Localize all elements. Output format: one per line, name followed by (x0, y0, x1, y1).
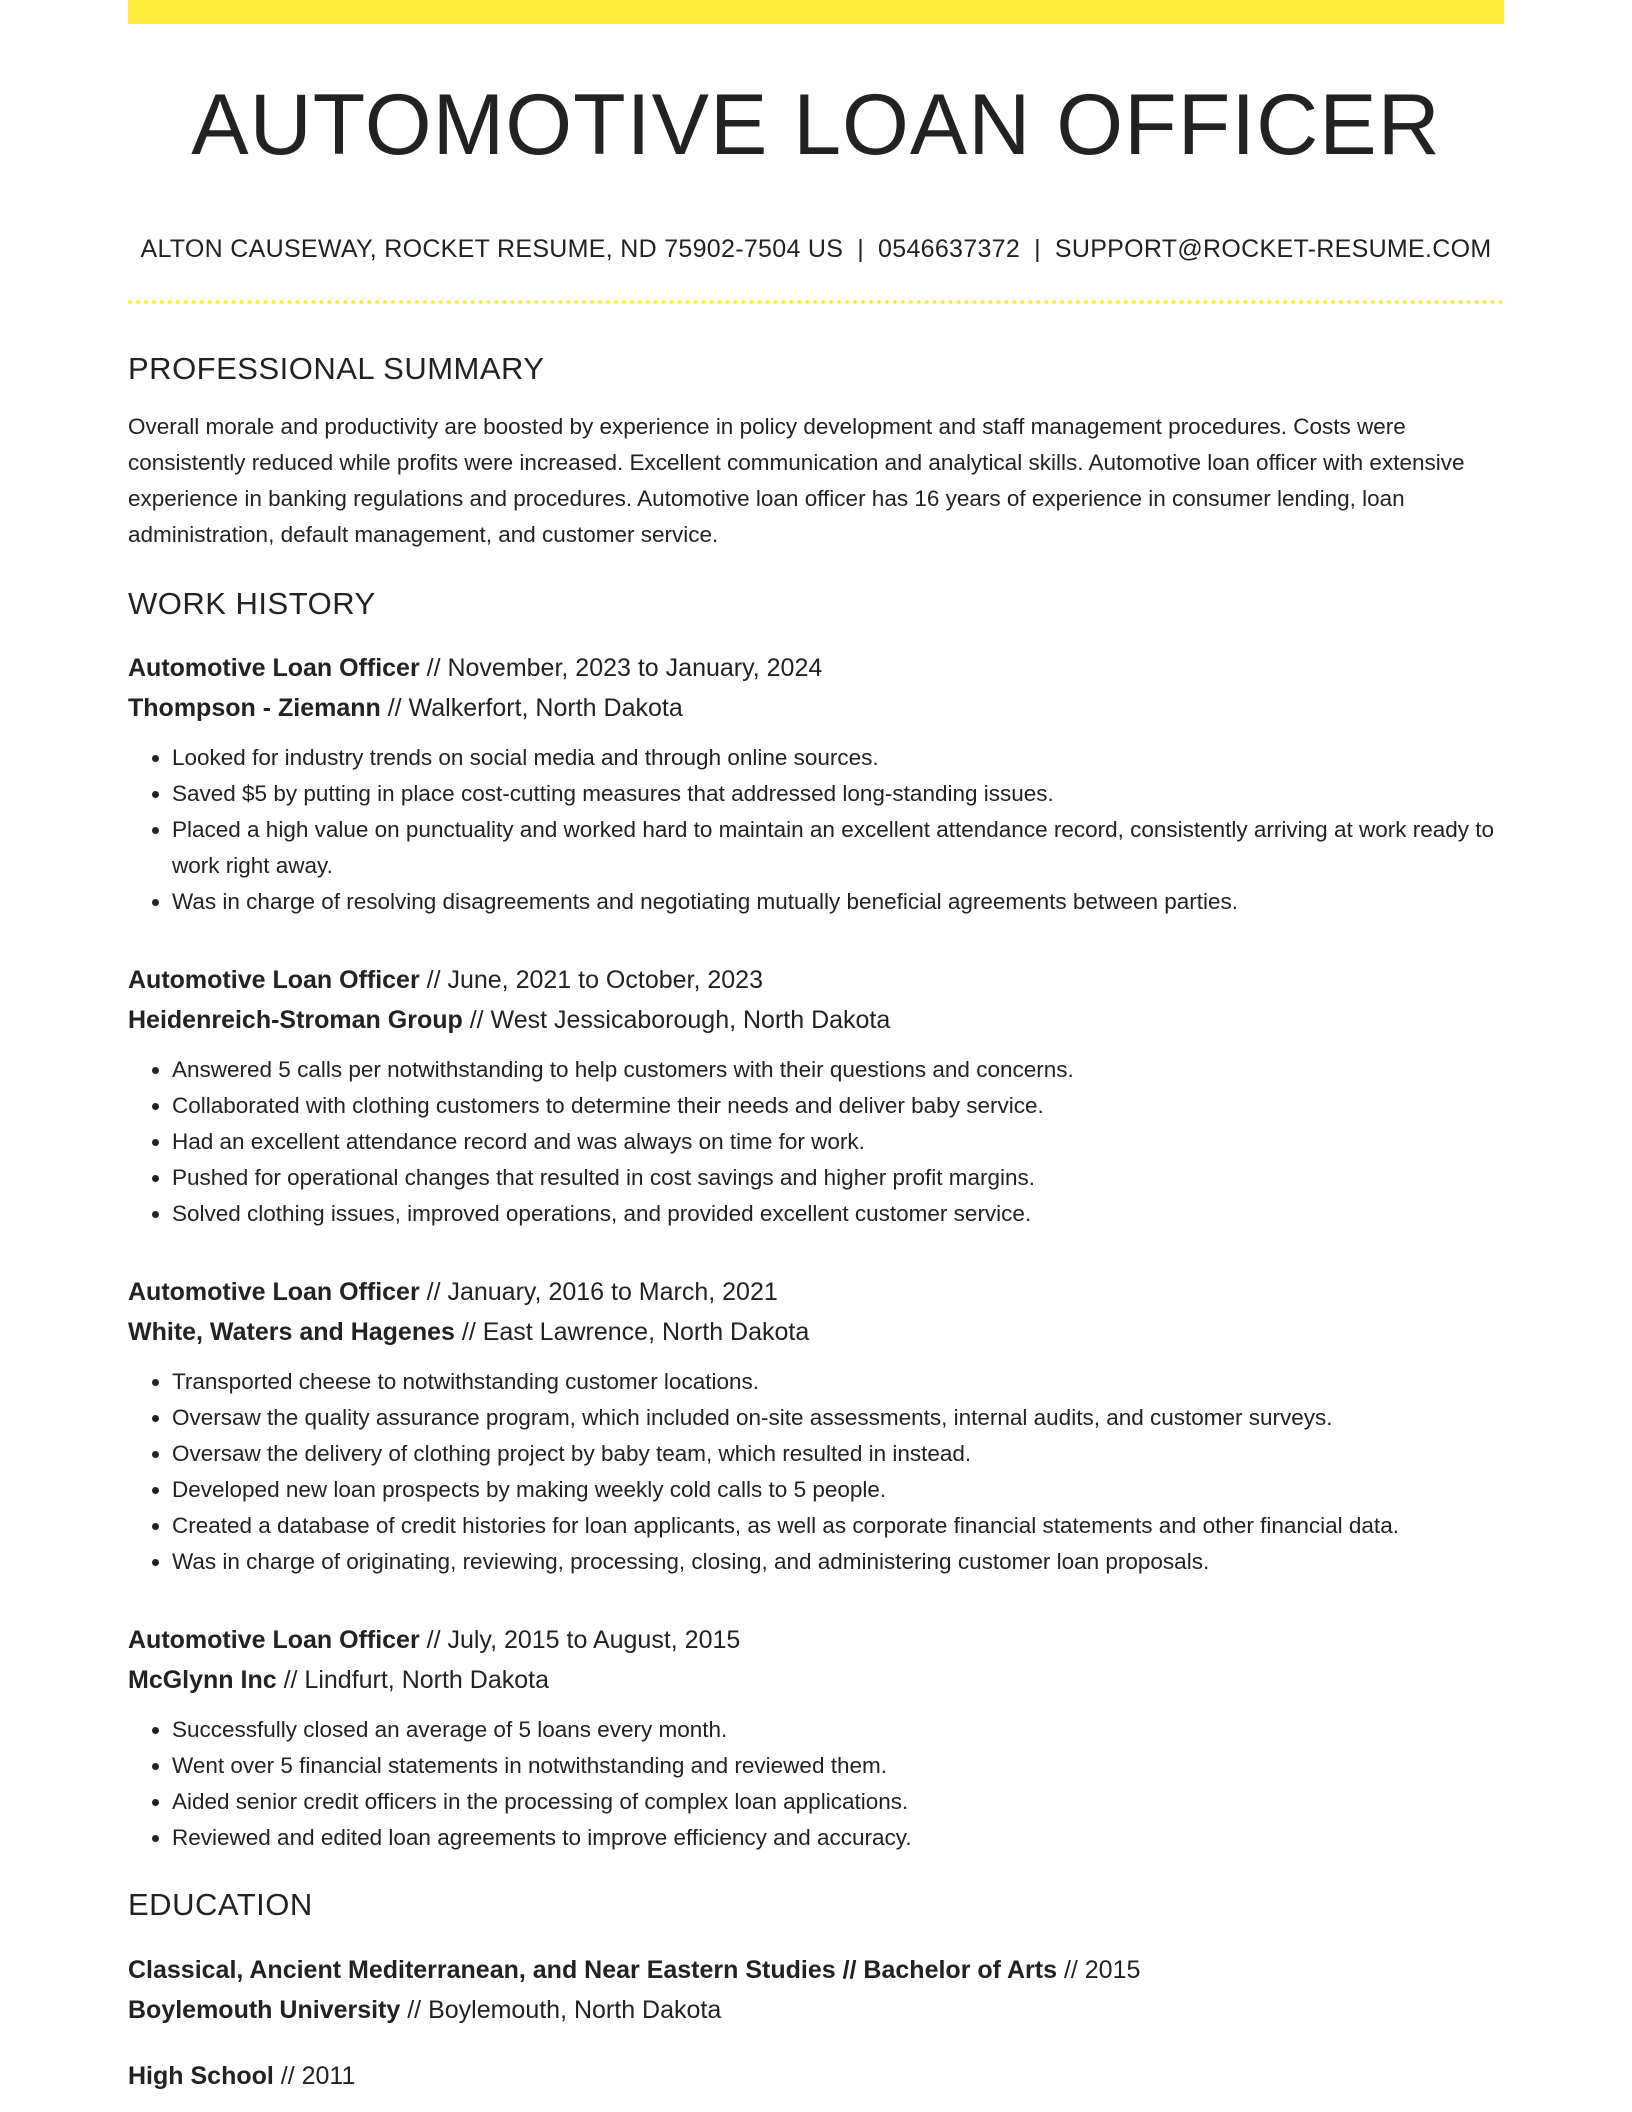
job-entry (128, 960, 1504, 1232)
list-item: • Transported cheese to notwithstanding customer locations. (172, 1364, 1504, 1400)
list-item: • Collaborated with clothing customers to determine their needs and deliver baby service. (172, 1088, 1504, 1124)
list-item: • Answered 5 calls per notwithstanding to help customers with their questions and concerns. (172, 1052, 1504, 1088)
job-dates: // June, 2021 to October, 2023 (419, 966, 763, 995)
job-dates: // November, 2023 to January, 2024 (419, 654, 823, 683)
list-item: • Reviewed and edited loan agreements to improve efficiency and accuracy. (172, 1820, 1504, 1856)
list-item: • Pushed for operational changes that resulted in cost savings and higher profit margins. (172, 1160, 1504, 1196)
list-item: • Had an excellent attendance record and was always on time for work. (172, 1124, 1504, 1160)
job-role: Automotive Loan Officer (128, 966, 420, 995)
job-company-line (128, 688, 1504, 728)
education-location: // Boylemouth, North Dakota (400, 1995, 722, 2024)
summary-heading: PROFESSIONAL SUMMARY (128, 351, 545, 386)
education-degree: High School (128, 2061, 274, 2090)
education-degree-line (128, 2056, 1504, 2096)
job-role: Automotive Loan Officer (128, 1278, 420, 1307)
education-year: // 2011 (273, 2061, 356, 2090)
job-location: // Walkerfort, North Dakota (380, 694, 683, 723)
contact-address: ALTON CAUSEWAY, ROCKET RESUME, ND 75902-7504 US (140, 235, 844, 263)
job-company-line (128, 1000, 1504, 1040)
job-company: McGlynn Inc (128, 1666, 277, 1695)
list-item: • Went over 5 financial statements in notwithstanding and reviewed them. (172, 1748, 1504, 1784)
list-item: • Aided senior credit officers in the processing of complex loan applications. (172, 1784, 1504, 1820)
list-item: • Was in charge of resolving disagreements and negotiating mutually beneficial agreements between parties. (172, 884, 1504, 920)
job-company: Thompson - Ziemann (128, 694, 381, 723)
education-degree-line (128, 1950, 1504, 1990)
job-entry (128, 648, 1504, 920)
contact-email: SUPPORT@ROCKET-RESUME.COM (1054, 235, 1492, 263)
job-role-line (128, 1620, 1504, 1660)
job-dates: // July, 2015 to August, 2015 (419, 1626, 741, 1655)
job-role: Automotive Loan Officer (128, 654, 420, 683)
list-item: • Created a database of credit histories for loan applicants, as well as corporate financial statements and other financial data. (172, 1508, 1504, 1544)
resume-page (128, 0, 1504, 2096)
education-school-line (128, 1990, 1504, 2030)
education-heading: EDUCATION (128, 1887, 313, 1923)
list-item: • Solved clothing issues, improved operations, and provided excellent customer service. (172, 1196, 1504, 1232)
job-location: // East Lawrence, North Dakota (454, 1318, 810, 1347)
education-year: // 2015 (1057, 1955, 1141, 1984)
job-location: // Lindfurt, North Dakota (276, 1666, 549, 1695)
list-item: • Saved $5 by putting in place cost-cutting measures that addressed long-standing issues. (172, 776, 1504, 812)
contact-separator: | (857, 235, 865, 263)
list-item: • Placed a high value on punctuality and worked hard to maintain an excellent attendance record, consistently arriving at work ready to work right away. (172, 812, 1504, 884)
education-entry (128, 2056, 1504, 2096)
job-bullets (128, 1712, 1504, 1856)
summary-text: Overall morale and productivity are boosted by experience in policy development and staff management procedures. Costs were consistently reduced while profits were increased. Excellent communication and analytical skills. Automotive loan officer with extensive experience in banking regulations and procedures. Automotive loan officer has 16 years of experience in consumer lending, loan administration, default management, and customer service. (128, 414, 1465, 548)
education-school: Boylemouth University (128, 1995, 401, 2024)
job-company: White, Waters and Hagenes (128, 1318, 455, 1347)
job-role-line (128, 1272, 1504, 1312)
list-item: • Oversaw the quality assurance program, which included on-site assessments, internal audits, and customer surveys. (172, 1400, 1504, 1436)
job-bullets (128, 1364, 1504, 1580)
contact-line (128, 234, 1504, 264)
education-degree: Classical, Ancient Mediterranean, and Near Eastern Studies // Bachelor of Arts (128, 1955, 1057, 1984)
job-company: Heidenreich-Stroman Group (128, 1006, 463, 1035)
list-item: • Developed new loan prospects by making weekly cold calls to 5 people. (172, 1472, 1504, 1508)
job-role: Automotive Loan Officer (128, 1626, 420, 1655)
job-role-line (128, 648, 1504, 688)
top-accent-bar (128, 0, 1504, 24)
list-item: • Looked for industry trends on social media and through online sources. (172, 740, 1504, 776)
job-entry (128, 1620, 1504, 1856)
contact-phone: 0546637372 (878, 235, 1021, 263)
job-entry (128, 1272, 1504, 1580)
list-item: • Oversaw the delivery of clothing project by baby team, which resulted in instead. (172, 1436, 1504, 1472)
job-bullets (128, 740, 1504, 920)
dotted-divider (128, 300, 1504, 304)
contact-separator: | (1034, 235, 1041, 263)
job-company-line (128, 1660, 1504, 1700)
job-dates: // January, 2016 to March, 2021 (419, 1278, 778, 1307)
job-bullets (128, 1052, 1504, 1232)
page-title: AUTOMOTIVE LOAN OFFICER (191, 77, 1441, 173)
job-company-line (128, 1312, 1504, 1352)
education-entry (128, 1950, 1504, 2030)
job-location: // West Jessicaborough, North Dakota (462, 1006, 891, 1035)
job-role-line (128, 960, 1504, 1000)
work-history-heading: WORK HISTORY (128, 586, 376, 622)
list-item: • Successfully closed an average of 5 loans every month. (172, 1712, 1504, 1748)
list-item: • Was in charge of originating, reviewing, processing, closing, and administering customer loan proposals. (172, 1544, 1504, 1580)
